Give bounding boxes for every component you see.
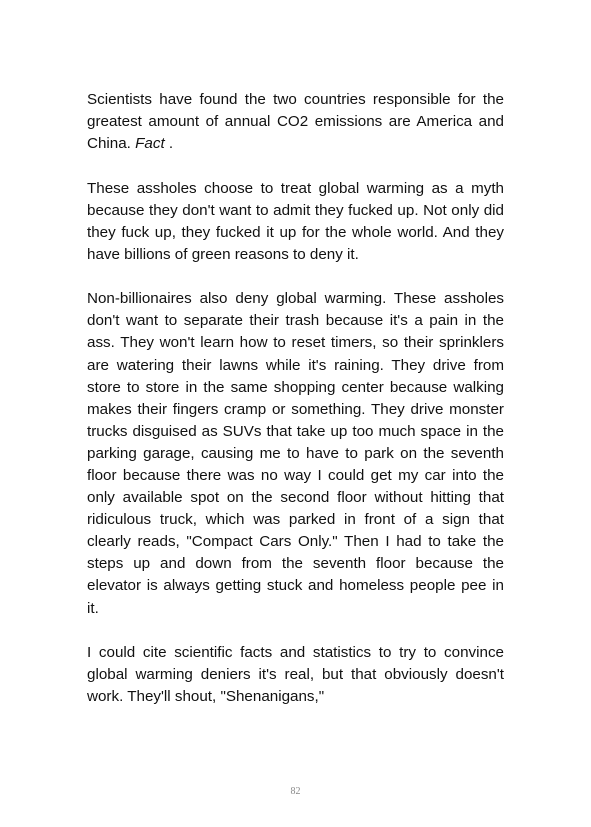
paragraph-1 <box>87 89 504 155</box>
emphasis-fact: Fact <box>135 135 165 153</box>
paragraph-1-end: . <box>164 135 174 153</box>
paragraph-1-text: Scientists have found the two countries responsible for the greatest amount of annual CO2 emissions are America and China. <box>87 91 504 153</box>
body-text <box>87 89 504 731</box>
paragraph-4: I could cite scientific facts and statistics to try to convince global warming deniers it's real, but that obviously doesn't work. They'll shout, "Shenanigans," <box>87 643 504 706</box>
paragraph-3: Non-billionaires also deny global warming. These assholes don't want to separate their trash because it's a pain in the ass. They won't learn how to reset timers, so their sprinklers are watering their lawns while it's raining. They drive from store to store in the same shopping center because walking makes their fingers cramp or something. They drive monster trucks disguised as SUVs that take up too much space in the parking garage, causing me to have to park on the seventh floor because there was no way I could get my car into the only available spot on the second floor without hitting that ridiculous truck, which was parked in front of a sign that clearly reads, "Compact Cars Only." Then I had to take the steps up and down from the seventh floor because the elevator is always getting stuck and homeless people pee in it. <box>87 290 504 617</box>
paragraph-2: These assholes choose to treat global warming as a myth because they don't want to admit they fucked up. Not only did they fuck up, they fucked it up for the whole world. And they have billions of green reasons to deny it. <box>87 179 504 263</box>
page-number: 82 <box>290 786 301 797</box>
